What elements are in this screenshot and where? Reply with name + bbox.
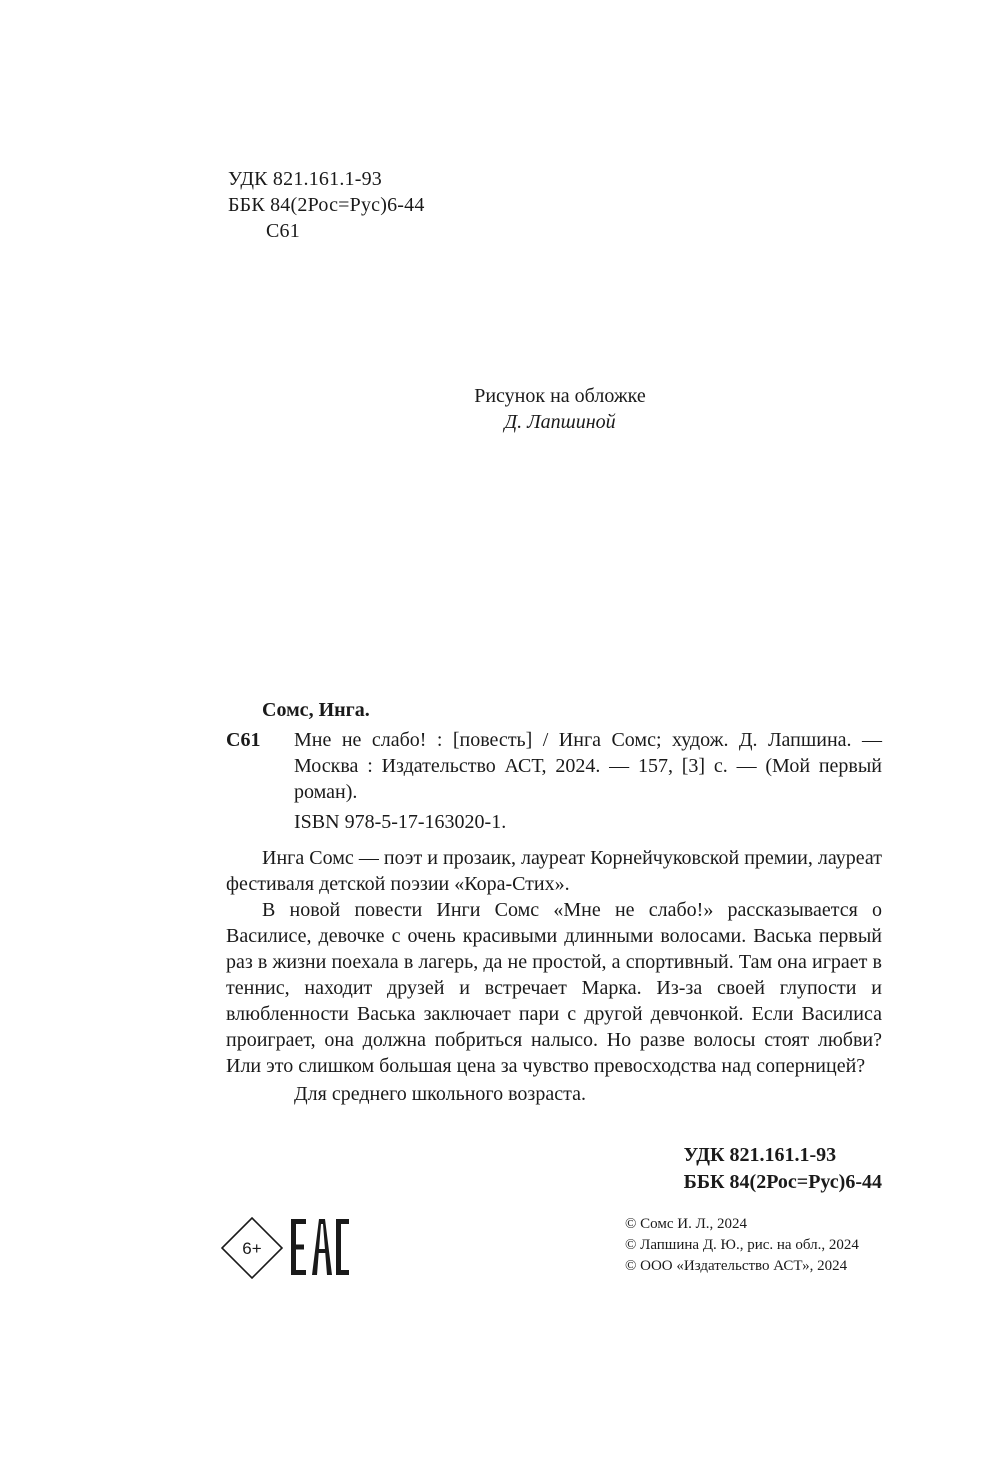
cover-credit-label: Рисунок на обложке [474,385,646,407]
bbk-index: ББК 84(2Рос=Рус)6-44 [228,194,425,216]
classification-bottom [684,1142,882,1196]
cover-credit [400,383,720,435]
author-mark: С61 [226,729,261,751]
isbn: ISBN 978-5-17-163020-1. [294,811,507,833]
age-rating-text: 6+ [242,1239,262,1258]
copyright-line: © Сомс И. Л., 2024 [625,1216,748,1232]
copyright-line: © ООО «Издательство АСТ», 2024 [625,1258,848,1274]
bibliographic-entry [226,727,882,805]
copyright-block [625,1214,859,1277]
bibliographic-record [226,697,882,1107]
udk-index: УДК 821.161.1-93 [228,168,382,190]
age-group: Для среднего школьного возраста. [294,1083,586,1105]
classification-top [228,166,425,244]
author-heading: Сомс, Инга. [262,699,370,721]
author-code: С61 [266,220,300,242]
cover-artist: Д. Лапшиной [504,411,616,433]
udk-index-bottom: УДК 821.161.1-93 [683,1144,837,1166]
about-author: Инга Сомс — поэт и прозаик, лауреат Корнейчуковской премии, лауреат фестиваля детской поэзии «Кора-Стих». [226,847,882,895]
entry-text: Мне не слабо! : [повесть] / Инга Сомс; худож. Д. Лапшина. — Москва : Издательство АСТ, 2024. — 157, [3] с. — (Мой первый роман). [294,729,882,803]
eac-icon [291,1219,349,1275]
annotation: В новой повести Инги Сомс «Мне не слабо!» рассказывается о Василисе, девочке с очень красивыми длинными волосами. Васька первый раз в жизни поехала в лагерь, да не простой, а спортивный. Там она играет в теннис, находит друзей и встречает Марка. Из-за своей глупости и влюбленности Васька заключает пари с другой девчонкой. Если Василиса проиграет, она должна побриться налысо. Но разве волосы стоят любви? Или это слишком большая цена за чувство превосходства над соперницей? [226,899,882,1077]
copyright-line: © Лапшина Д. Ю., рис. на обл., 2024 [625,1237,859,1253]
bbk-index-bottom: ББК 84(2Рос=Рус)6-44 [683,1171,882,1193]
age-rating-badge [221,1217,283,1279]
